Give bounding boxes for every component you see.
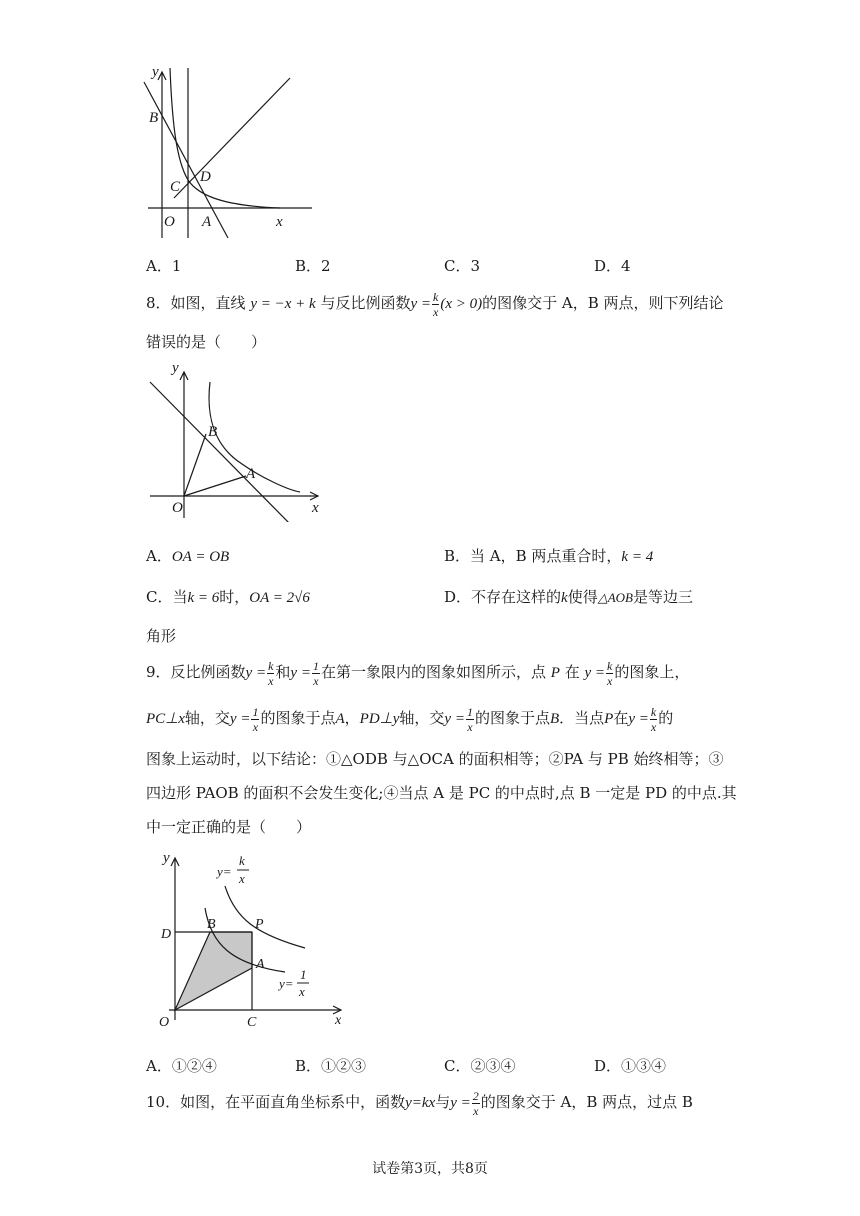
fig9-y: y <box>163 850 170 866</box>
q8-stem-line2: 错误的是（ ） <box>146 333 267 351</box>
q7-option-c: C．3 <box>444 257 481 275</box>
q8-option-a: A．OA = OB <box>146 547 230 565</box>
q8-func-lhs: y = <box>410 296 432 312</box>
fig7-C: C <box>170 179 181 195</box>
fig8-y: y <box>172 360 179 376</box>
fig9-one: 1 <box>300 967 307 982</box>
fig8-A: A <box>246 466 256 482</box>
q8-option-d-line2: 角形 <box>146 627 177 645</box>
q9-option-d: D．①③④ <box>594 1057 667 1075</box>
q8-text3: 的图像交于 A，B 两点，则下列结论 <box>482 294 724 312</box>
fig9-onex: x <box>299 984 305 999</box>
fig9-A: A <box>256 957 265 972</box>
q8-text2: 与反比例函数 <box>320 294 411 312</box>
q8-option-b: B．当 A，B 两点重合时，k = 4 <box>444 547 654 565</box>
q7-figure <box>140 60 320 240</box>
q8-text1: 如图，直线 <box>170 294 246 312</box>
fig9-O: O <box>159 1015 170 1028</box>
q9-line5: 中一定正确的是（ ） <box>146 818 312 836</box>
q10-line1: 10．如图，在平面直角坐标系中，函数y=kx与y = $\frac{2}{x}$ 的图象交于 A，B 两点，过点 B <box>146 1088 693 1118</box>
fig8-x: x <box>312 500 319 516</box>
fig7-D: D <box>200 169 211 185</box>
fig9-D: D <box>161 927 172 942</box>
fig9-ylab2: y= <box>279 976 294 991</box>
q9-line4: 四边形 PAOB 的面积不会发生变化;④当点 A 是 PC 的中点时,点 B 一定是 PD 的中点.其 <box>146 784 737 802</box>
q8-option-d: D．不存在这样的k使得△AOB是等边三 <box>444 588 694 606</box>
q7-option-d: D．4 <box>594 257 631 275</box>
fig9-ylab: y= <box>217 864 232 879</box>
q9-figure <box>155 848 350 1028</box>
fig7-x: x <box>276 214 283 230</box>
q8-line-equation: y = −x + k <box>250 296 316 312</box>
fig7-O: O <box>164 214 175 230</box>
q8-option-c: C．当k = 6时，OA = 2√6 <box>146 588 310 606</box>
q9-option-b: B．①②③ <box>295 1057 367 1075</box>
fig7-A: A <box>202 214 212 230</box>
q9-line1: 9．反比例函数y = $\frac{k}{x}$ 和y = $\frac{1}{x}$ 在第一象限内的图象如图所示，点 P 在 y = $\frac{k}{x}$ 的图象上， <box>146 658 690 688</box>
q8-number: 8． <box>146 294 171 312</box>
q7-option-b: B．2 <box>295 257 331 275</box>
q8-condition: (x > 0) <box>440 296 483 312</box>
fig8-B: B <box>208 424 218 440</box>
q8-figure <box>142 356 332 522</box>
fig7-B: B <box>149 110 159 126</box>
q9-option-c: C．②③④ <box>444 1057 516 1075</box>
page-footer: 试卷第3页，共8页 <box>372 1161 488 1177</box>
q9-option-a: A．①②④ <box>146 1057 217 1075</box>
fig9-P: P <box>255 917 264 932</box>
q9-line3: 图象上运动时，以下结论：①△ODB 与△OCA 的面积相等；②PA 与 PB 始终相等；③ <box>146 750 724 768</box>
fig9-x: x <box>335 1013 342 1028</box>
fig9-C: C <box>247 1015 257 1028</box>
fig9-B: B <box>207 917 216 932</box>
q8-stem-line1 <box>146 288 724 319</box>
q8-fraction: $\frac{k}{x}$ <box>433 289 439 319</box>
fig9-k: k <box>239 853 245 868</box>
q7-option-a: A．1 <box>146 257 182 275</box>
fig8-O: O <box>172 500 183 516</box>
q9-line2: PC⊥x轴，交y = $\frac{1}{x}$ 的图象于点A，PD⊥y轴，交y = $\frac{1}{x}$ 的图象于点B．当点P在y = $\frac{k}{x}$ 的 <box>146 704 674 734</box>
fig9-kx: x <box>239 871 245 886</box>
fig7-y: y <box>152 64 159 80</box>
